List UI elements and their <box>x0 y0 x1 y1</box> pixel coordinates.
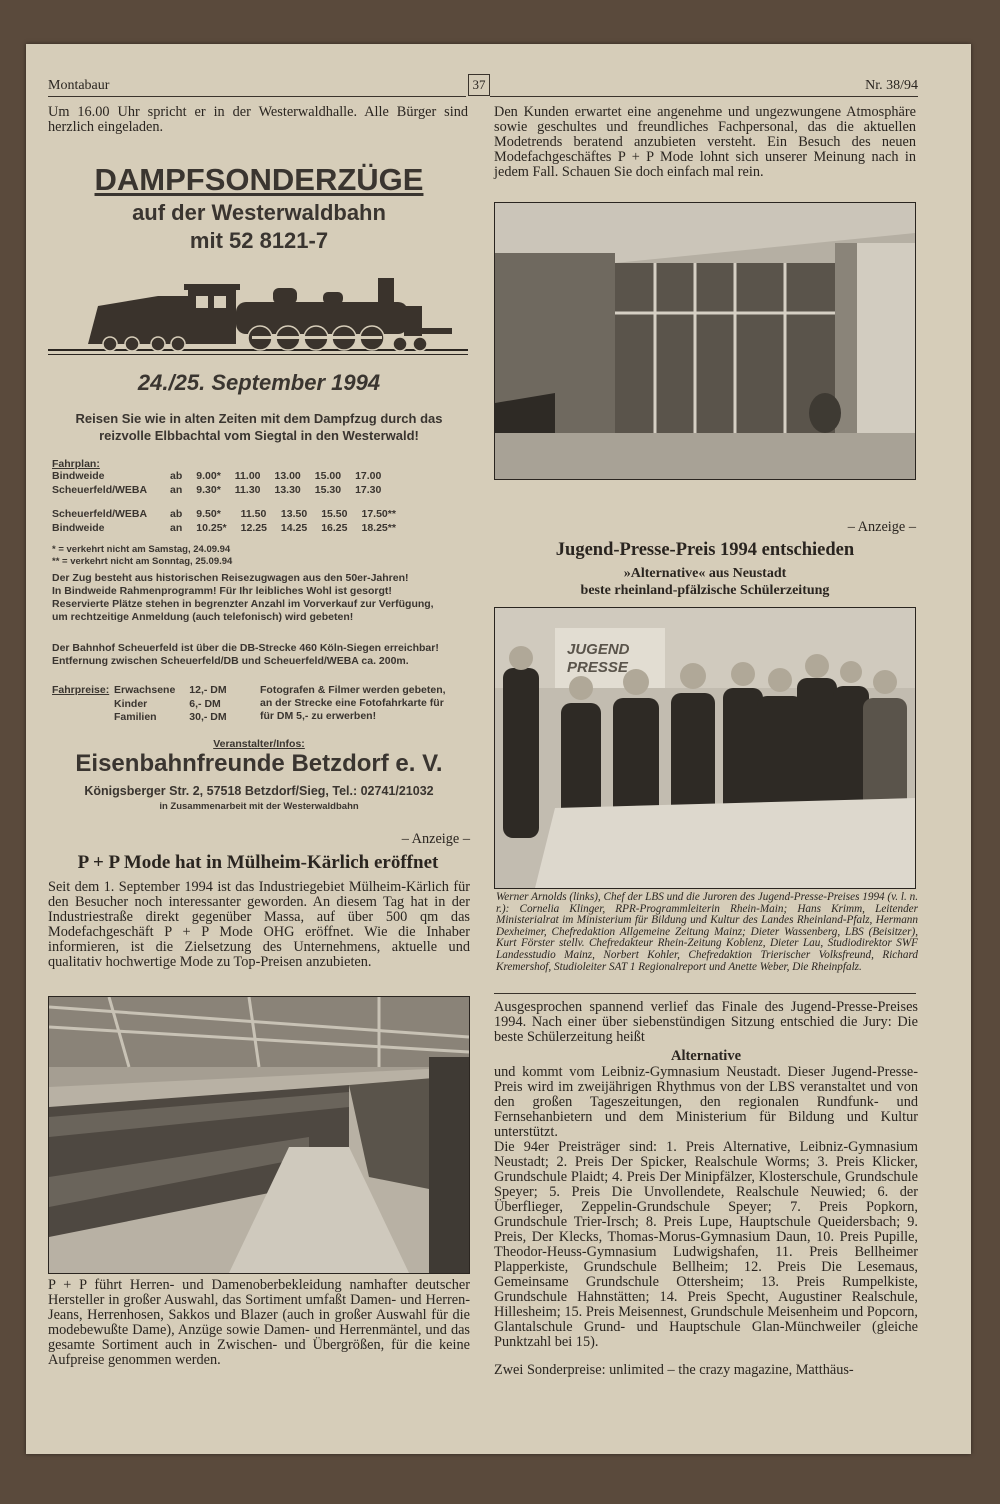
fare-row: Familien 30,- DM <box>114 711 227 723</box>
footnote-1: * = verkehrt nicht am Samstag, 24.09.94 <box>52 544 231 555</box>
header-rule-right <box>490 96 918 97</box>
press-prize-subheadline-1: »Alternative« aus Neustadt <box>623 566 787 581</box>
photo-ticket-note <box>260 684 446 723</box>
intro-paragraph: Um 16.00 Uhr spricht er in der Westerwaldhalle. Alle Bürger sind herzlich eingeladen. <box>48 104 468 135</box>
ad-station-info <box>52 642 439 668</box>
fares-label: Fahrpreise: <box>52 684 110 696</box>
timetable-row: Bindweide an 10.25* 12.25 14.25 16.25 18.25** <box>52 521 396 534</box>
ad-info-line-3: Reservierte Plätze stehen in begrenzter Anzahl im Vorverkauf zur Verfügung, <box>52 598 434 610</box>
winner-name: Alternative <box>670 1048 742 1064</box>
press-prize-subheadline-2: beste rheinland-pfälzische Schülerzeitung <box>580 583 830 598</box>
anzeige-label-left: – Anzeige – <box>401 831 470 847</box>
store-interior-image <box>49 997 469 1273</box>
jury-photo-caption: Werner Arnolds (links), Chef der LBS und die Juroren des Jugend-Presse-Preises 1994 (v. l. n. r.): Cornelia Klinger, RPR-Programmleiterin Rhein-Main; Hans Krimm, Leitender Ministerialrat im Ministerium für Bildung und Kultur des Landes Rheinland-Pfalz, Hermann Dexheimer, Chefredaktion Allgemeine Zeitung Mainz; Dieter Wassenberg, LBS (Beisitzer), Kurt Förster stellv. Chefredakteur Rhein-Zeitung Koblenz, Dieter Lau, Studiodirektor SWF Landesstudio Mainz, Norbert Kohler, Chefredaktion Trierischer Volksfreund, Richard Kremershof, Studioleiter SAT 1 Regionalreport und Anette Weber, Die Rheinpfalz. <box>496 891 918 973</box>
ad-info-line-4: um rechtzeitige Anmeldung (auch telefonisch) wird gebeten! <box>52 611 354 623</box>
press-prize-headline: Jugend-Presse-Preis 1994 entschieden <box>555 540 855 560</box>
timetable-row: Bindweide ab 9.00* 11.00 13.00 15.00 17.00 <box>52 470 382 482</box>
ad-subtitle-1: auf der Westerwaldbahn <box>132 200 386 225</box>
special-prizes-text: Zwei Sonderpreise: unlimited – the crazy magazine, Matthäus- <box>494 1362 854 1378</box>
footnote-2: ** = verkehrt nicht am Sonntag, 25.09.94 <box>52 556 233 567</box>
article-paragraph-2: P + P führt Herren- und Damenoberbekleidung namhafter deutscher Hersteller in großer Auswahl, das Sortiment umfaßt Damen- und Herren-Jeans, Herrenhosen, Sakkos und Blazer (auch in großer Auswahl für die modebewußte Dame), Anzüge sowie Damen- und Herrenmäntel, und das gesamte Sortiment auch in Zwischen- und Übergrößen, für die keine Aufpreise genommen werden. <box>48 1277 470 1368</box>
ad-title: DAMPFSONDERZÜGE <box>94 162 424 197</box>
article-paragraph-1: Seit dem 1. September 1994 ist das Industriegebiet Mülheim-Kärlich für den Besucher noch interessanter geworden. An diesem Tag hat in der Industriestraße direkt gegenüber Massa, auf über 500 qm das Modefachgeschäft P + P Mode OHG eröffnet. Wie die Inhaber informieren, ist die Zielsetzung des Unternehmens, aktuelle und qualitativ hochwertige Mode zu Top-Preisen anzubieten. <box>48 879 470 970</box>
ad-station-line-2: Entfernung zwischen Scheuerfeld/DB und Scheuerfeld/WEBA ca. 200m. <box>52 655 409 667</box>
timetable-2 <box>52 508 410 535</box>
fare-row: Kinder 6,- DM <box>114 697 221 710</box>
issue-number: Nr. 38/94 <box>865 78 918 93</box>
cooperation-note: in Zusammenarbeit mit der Westerwaldbahn <box>159 801 359 812</box>
article-headline: P + P Mode hat in Mülheim-Kärlich eröffnet <box>77 852 439 873</box>
ad-info-line-1: Der Zug besteht aus historischen Reisezugwagen aus den 50er-Jahren! <box>52 572 409 584</box>
timetable-row: Scheuerfeld/WEBA an 9.30* 11.30 13.30 15.30 17.30 <box>52 483 382 496</box>
ad-intro <box>48 410 470 444</box>
organizer-label: Veranstalter/Infos: <box>213 738 305 750</box>
prize-winners-list: Die 94er Preisträger sind: 1. Preis Alternative, Leibniz-Gymnasium Neustadt; 2. Preis Der Spicker, Realschule Worms; 3. Preis Klicker, Grundschule Plaidt; 4. Preis Der Minipfälzer, Klosterschule, Grundschule Speyer; 5. Preis Die Unvollendete, Realschule Neuwied; 6. der Überflieger, Zeppelin-Grundschule Speyer; 7. Preis Popkorn, Grundschule Trier-Irsch; 8. Preis Lupe, Hauptschule Queidersbach; 9. Preis, Der Klecks, Thomas-Morus-Gymnasium Daun, 10. Preis Pupille, Theodor-Heuss-Gymnasium Ludwigshafen, 11. Preis Bellheimer Plapperkiste, Grundschule Bellheim; 12. Preis Die Lesemaus, Gemeinsame Grundschule Ottersheim; 13. Preis Rumpelkiste, Grundschule Hahnstätten; 14. Preis Specht, Augustiner Realschule, Hillesheim; 15. Preis Meisennest, Grundschule Meisenheim und Popcorn, Glantalschule Grund- und Hauptschule Glan-Münchweiler (gleiche Punktzahl bei 15). <box>494 1139 918 1350</box>
header-location: Montabaur <box>48 78 110 93</box>
ad-info-line-2: In Bindweide Rahmenprogramm! Für Ihr leibliches Wohl ist gesorgt! <box>52 585 392 597</box>
timetable-1 <box>52 470 395 497</box>
timetable-label: Fahrplan: <box>52 458 100 470</box>
fare-row: Erwachsene 12,- DM <box>114 684 227 696</box>
organizer-address: Königsberger Str. 2, 57518 Betzdorf/Sieg, Tel.: 02741/21032 <box>84 784 434 798</box>
banner-text-2: PRESSE <box>567 659 628 676</box>
ad-info <box>52 572 434 624</box>
store-front-image <box>495 203 915 479</box>
store-article-continuation: Den Kunden erwartet eine angenehme und ungezwungene Atmosphäre sowie geschultes und freundliches Fachpersonal, das die aktuellen Modetrends beratend anzubieten versteht. Ein Besuch des neuen Modefachgeschäftes P + P Mode lohnt sich unserer Meinung nach in jedem Fall. Schauen Sie doch einfach mal rein. <box>494 104 916 180</box>
organizer-name: Eisenbahnfreunde Betzdorf e. V. <box>75 750 443 777</box>
jury-group-photo <box>494 607 916 889</box>
fares-table <box>114 684 241 725</box>
store-interior-photo <box>48 996 470 1274</box>
locomotive-illustration <box>48 266 468 361</box>
timetable-row: Scheuerfeld/WEBA ab 9.50* 11.50 13.50 15.50 17.50** <box>52 508 396 520</box>
ad-intro-line-2: reizvolle Elbbachtal vom Siegtal in den Westerwald! <box>99 428 419 443</box>
header-rule-left <box>48 96 466 97</box>
ad-intro-line-1: Reisen Sie wie in alten Zeiten mit dem Dampfzug durch das <box>75 411 443 426</box>
press-prize-paragraph-2: und kommt vom Leibniz-Gymnasium Neustadt. Dieser Jugend-Presse-Preis wird im zweijährigen Rhythmus von der LBS veranstaltet und von den großen Tageszeitungen, den regionalen Rundfunk- und Fernsehanbietern und dem Ministerium für Bildung und Kultur unterstützt. <box>494 1064 918 1140</box>
press-prize-paragraph-1: Ausgesprochen spannend verlief das Finale des Jugend-Presse-Preises 1994. Nach einer über siebenstündigen Sitzung entschied die Jury: Die beste Schülerzeitung heißt <box>494 999 918 1045</box>
anzeige-label-right: – Anzeige – <box>847 519 916 535</box>
ad-subtitle-2: mit 52 8121-7 <box>189 228 329 253</box>
banner-text-1: JUGEND <box>567 641 630 658</box>
photo-note-line-1: Fotografen & Filmer werden gebeten, <box>260 684 446 696</box>
ad-date: 24./25. September 1994 <box>137 370 381 395</box>
ad-station-line-1: Der Bahnhof Scheuerfeld ist über die DB-Strecke 460 Köln-Siegen erreichbar! <box>52 642 439 654</box>
store-front-photo <box>494 202 916 480</box>
steam-train-ad <box>48 148 470 828</box>
photo-note-line-2: an der Strecke eine Fotofahrkarte für <box>260 697 444 709</box>
page-number: 37 <box>468 74 490 96</box>
caption-rule <box>494 993 916 994</box>
jury-group-image <box>495 608 915 888</box>
photo-note-line-3: für DM 5,- zu erwerben! <box>260 710 377 722</box>
